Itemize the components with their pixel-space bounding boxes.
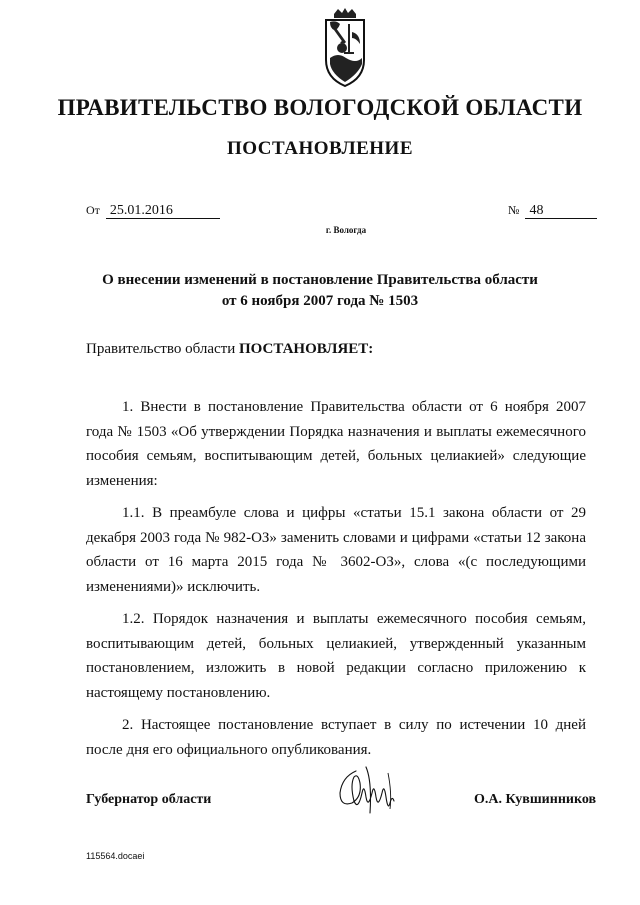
date-label: От: [86, 203, 100, 217]
signer-name: О.А. Кувшинников: [474, 792, 597, 807]
body-paragraph-2: 1.1. В преамбуле слова и цифры «статьи 15.1 закона области от 29 декабря 2003 года № 982-ОЗ» заменить словами и цифрами «статьи 12 закона области от 16 марта 2015 года № 3602-ОЗ», слова «(с последующими изменениями)» исключить.: [86, 505, 586, 595]
body-paragraph-4: 2. Настоящее постановление вступает в силу по истечении 10 дней после дня его официального опубликования.: [86, 717, 586, 758]
subject-line-1: О внесении изменений в постановление Правительства области: [102, 272, 538, 288]
coat-of-arms-icon: [322, 8, 368, 88]
body-paragraph-3: 1.2. Порядок назначения и выплаты ежемесячного пособия семьям, воспитывающим детей, больных целиакией, утвержденный указанным постановлением, изложить в новой редакции согласно приложению к настоящему постановлению.: [86, 611, 586, 701]
date-value: 25.01.2016: [106, 204, 220, 219]
signer-position: Губернатор области: [86, 792, 212, 807]
preamble: [86, 341, 373, 358]
document-body: [86, 395, 586, 770]
handwritten-signature-icon: [332, 763, 414, 815]
preamble-emphasis: ПОСТАНОВЛЯЕТ:: [238, 341, 374, 357]
document-type-title: ПОСТАНОВЛЕНИЕ: [226, 138, 414, 159]
document-date: [86, 203, 220, 219]
subject-line-2: от 6 ноября 2007 года № 1503: [221, 293, 419, 309]
body-paragraph-1: 1. Внести в постановление Правительства области от 6 ноября 2007 года № 1503 «Об утверждении Порядка назначения и выплаты ежемесячного пособия семьям, воспитывающим детей, больных целиакией» следующие изменения:: [86, 399, 586, 489]
organization-title: ПРАВИТЕЛЬСТВО ВОЛОГОДСКОЙ ОБЛАСТИ: [57, 95, 583, 120]
document-subject: [60, 270, 580, 312]
file-reference: 115564.docaei: [86, 851, 145, 861]
city-label: г. Вологда: [325, 225, 367, 235]
number-label: №: [508, 203, 520, 217]
number-value: 48: [525, 204, 597, 219]
document-number: [508, 203, 597, 219]
preamble-prefix: Правительство области: [86, 341, 239, 357]
